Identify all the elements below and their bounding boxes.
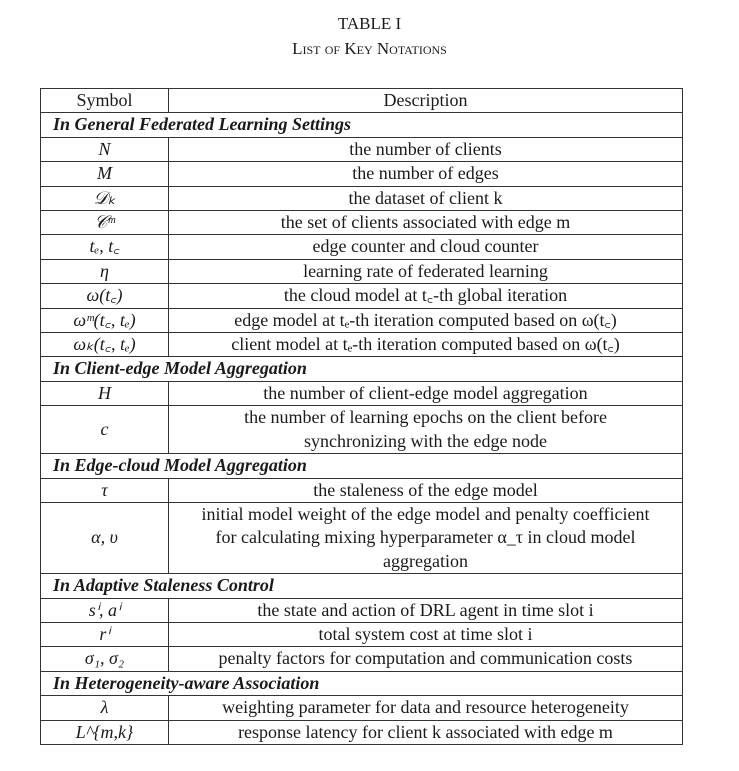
description-cell: initial model weight of the edge model and penalty coefficient for calculating mixing hyperparameter α_τ in cloud model aggregation xyxy=(169,502,683,573)
table-row xyxy=(41,235,683,259)
section-title: In Edge-cloud Model Aggregation xyxy=(41,454,683,478)
description-cell: response latency for client k associated with edge m xyxy=(169,720,683,744)
table-row xyxy=(41,598,683,622)
table-number: TABLE I xyxy=(337,14,402,33)
symbol-cell: 𝒞ᵐ xyxy=(41,211,169,235)
description-cell: weighting parameter for data and resource heterogeneity xyxy=(169,696,683,720)
symbol-cell: N xyxy=(41,137,169,161)
symbol-cell: ω(t꜀) xyxy=(41,284,169,308)
table-row xyxy=(41,186,683,210)
table-row xyxy=(41,137,683,161)
description-cell: edge model at tₑ-th iteration computed based on ω(t꜀) xyxy=(169,308,683,332)
section-title: In Heterogeneity-aware Association xyxy=(41,671,683,695)
description-cell: penalty factors for computation and communication costs xyxy=(169,647,683,671)
table-row xyxy=(41,406,683,454)
symbol-cell: tₑ, t꜀ xyxy=(41,235,169,259)
description-cell: the dataset of client k xyxy=(169,186,683,210)
section-title: In Client-edge Model Aggregation xyxy=(41,357,683,381)
section-row xyxy=(41,454,683,478)
symbol-cell: L^{m,k} xyxy=(41,720,169,744)
symbol-cell: M xyxy=(41,162,169,186)
symbol-cell: 𝒟ₖ xyxy=(41,186,169,210)
symbol-cell: τ xyxy=(41,478,169,502)
symbol-cell: c xyxy=(41,406,169,454)
symbol-cell: α, υ xyxy=(41,502,169,573)
table-row xyxy=(41,259,683,283)
description-cell: the number of learning epochs on the client before synchronizing with the edge node xyxy=(169,406,683,454)
table-row xyxy=(41,308,683,332)
table-row xyxy=(41,622,683,646)
table-row xyxy=(41,381,683,405)
description-cell: the number of edges xyxy=(169,162,683,186)
description-cell: total system cost at time slot i xyxy=(169,622,683,646)
symbol-cell: σ₁, σ₂ xyxy=(41,647,169,671)
description-cell: edge counter and cloud counter xyxy=(169,235,683,259)
table-row xyxy=(41,211,683,235)
header-row xyxy=(41,89,683,113)
section-title: In Adaptive Staleness Control xyxy=(41,574,683,598)
table-row xyxy=(41,162,683,186)
table-row xyxy=(41,478,683,502)
symbol-cell: sⁱ, aⁱ xyxy=(41,598,169,622)
section-title: In General Federated Learning Settings xyxy=(41,113,683,137)
symbol-cell: λ xyxy=(41,696,169,720)
table-row xyxy=(41,696,683,720)
table-row xyxy=(41,284,683,308)
description-cell: the set of clients associated with edge m xyxy=(169,211,683,235)
section-row xyxy=(41,671,683,695)
symbol-cell: η xyxy=(41,259,169,283)
section-row xyxy=(41,113,683,137)
notation-table xyxy=(40,88,683,745)
description-cell: the staleness of the edge model xyxy=(169,478,683,502)
description-cell: the number of clients xyxy=(169,137,683,161)
table-row xyxy=(41,502,683,573)
header-description: Description xyxy=(169,89,683,113)
description-cell: the state and action of DRL agent in time slot i xyxy=(169,598,683,622)
description-cell: the cloud model at t꜀-th global iteration xyxy=(169,284,683,308)
section-row xyxy=(41,357,683,381)
description-cell: learning rate of federated learning xyxy=(169,259,683,283)
description-cell: client model at tₑ-th iteration computed based on ω(t꜀) xyxy=(169,333,683,357)
table-title: List of Key Notations xyxy=(292,39,447,58)
table-row xyxy=(41,720,683,744)
symbol-cell: rⁱ xyxy=(41,622,169,646)
table-row xyxy=(41,647,683,671)
symbol-cell: H xyxy=(41,381,169,405)
description-cell: the number of client-edge model aggregation xyxy=(169,381,683,405)
symbol-cell: ωₖ(t꜀, tₑ) xyxy=(41,333,169,357)
table-row xyxy=(41,333,683,357)
header-symbol: Symbol xyxy=(41,89,169,113)
symbol-cell: ωᵐ(t꜀, tₑ) xyxy=(41,308,169,332)
section-row xyxy=(41,574,683,598)
